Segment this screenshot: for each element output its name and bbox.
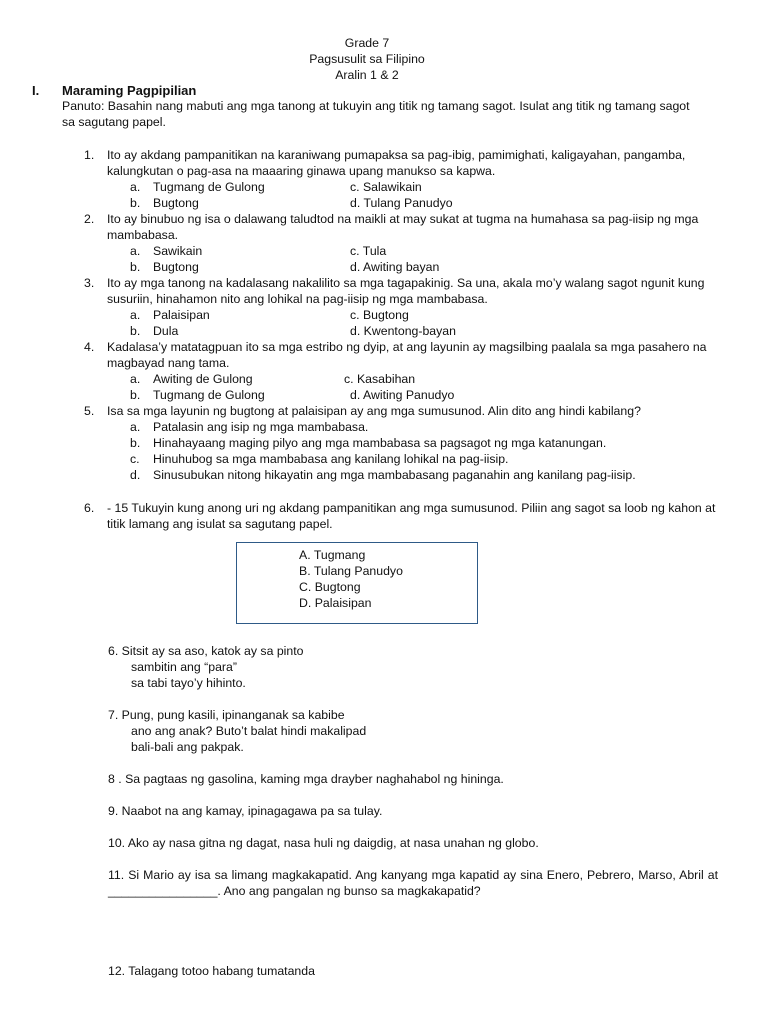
option-c: c. Bugtong — [350, 308, 409, 322]
question-5-options — [84, 419, 724, 483]
option-a: a. Awiting de Gulong — [130, 372, 253, 386]
grade-label: Grade 7 — [344, 36, 390, 50]
section-title: Maraming Pagpipilian — [62, 83, 197, 98]
option-b: b. Bugtong — [130, 260, 199, 274]
question-number: 6. — [84, 501, 95, 515]
choice-a: A. Tugmang — [299, 548, 366, 562]
question-1-options — [84, 179, 724, 211]
exam-title: Pagsusulit sa Filipino — [309, 52, 425, 66]
option-d: d. Kwentong-bayan — [350, 324, 456, 338]
question-number: 3. — [84, 276, 95, 290]
question-number: 1. — [84, 148, 95, 162]
option-a: a. Sawikain — [130, 244, 203, 258]
item-11: 11. Si Mario ay isa sa limang magkakapatid. Ang kanyang mga kapatid ay sina Enero, Pebrero, Marso, Abril at ________________. Ano ang pangalan ng bunso sa magkakapatid? — [108, 868, 718, 898]
item-10: 10. Ako ay nasa gitna ng dagat, nasa huli ng daigdig, at nasa unahan ng globo. — [108, 836, 539, 850]
choice-b: B. Tulang Panudyo — [299, 564, 403, 578]
item-12: 12. Talagang totoo habang tumatanda — [108, 964, 315, 978]
question-number: 2. — [84, 212, 95, 226]
option-d: d. Awiting bayan — [350, 260, 440, 274]
item-7: 7. Pung, pung kasili, ipinanganak sa kabibe ano ang anak? Buto’t balat hindi makalipad bali-bali ang pakpak. — [108, 708, 367, 754]
question-1 — [84, 147, 724, 179]
question-5 — [84, 403, 724, 419]
question-text: Ito ay akdang pampanitikan na karaniwang pumapaksa sa pag-ibig, pamimighati, kaligayahan, pangamba, kalungkutan o pag-asa na maaaring ginawa upang manukso sa kapwa. — [107, 148, 686, 178]
section-number: I. — [32, 83, 40, 98]
option-b: b. Dula — [130, 324, 179, 338]
option-d: d. Sinusubukan nitong hikayatin ang mga mambabasang paganahin ang kanilang pag-iisip. — [130, 468, 636, 482]
option-c: c. Kasabihan — [344, 372, 416, 386]
choices-box — [236, 542, 478, 624]
option-d: d. Awiting Panudyo — [350, 388, 455, 402]
option-a: a. Patalasin ang isip ng mga mambabasa. — [130, 420, 369, 434]
question-4-options — [84, 371, 724, 403]
question-number: 4. — [84, 340, 95, 354]
option-c: c. Salawikain — [350, 180, 422, 194]
question-text: Isa sa mga layunin ng bugtong at palaisipan ay ang mga sumusunod. Alin dito ang hindi kabilang? — [107, 404, 641, 418]
item-6: 6. Sitsit ay sa aso, katok ay sa pinto sambitin ang “para” sa tabi tayo’y hihinto. — [108, 644, 304, 690]
question-3 — [84, 275, 724, 307]
exam-header — [0, 35, 734, 83]
option-c: c. Tula — [350, 244, 387, 258]
option-b: b. Bugtong — [130, 196, 199, 210]
question-text: Ito ay binubuo ng isa o dalawang taludtod na maikli at may sukat at tugma na humahasa sa pag-iisip ng mga mambabasa. — [107, 212, 699, 242]
choice-d: D. Palaisipan — [299, 596, 372, 610]
instructions: Panuto: Basahin nang mabuti ang mga tanong at tukuyin ang titik ng tamang sagot. Isulat ang titik ng tamang sagot sa sagutang papel. — [62, 99, 690, 129]
option-b: b. Hinahayaang maging pilyo ang mga mambabasa sa pagsagot ng mga katanungan. — [130, 436, 607, 450]
item-9: 9. Naabot na ang kamay, ipinagagawa pa sa tulay. — [108, 804, 383, 818]
section-heading — [32, 83, 196, 99]
question-4 — [84, 339, 724, 371]
option-a: a. Palaisipan — [130, 308, 210, 322]
option-c: c. Hinuhubog sa mga mambabasa ang kanilang lohikal na pag-iisip. — [130, 452, 509, 466]
question-text: Kadalasa’y matatagpuan ito sa mga estribo ng dyip, at ang layunin ay magsilbing paalala sa mga pasahero na magbayad nang tama. — [107, 340, 707, 370]
choice-c: C. Bugtong — [299, 580, 361, 594]
multiple-choice-list — [84, 147, 724, 483]
part-two-instructions — [84, 500, 724, 532]
option-b: b. Tugmang de Gulong — [130, 388, 265, 402]
option-a: a. Tugmang de Gulong — [130, 180, 265, 194]
question-3-options — [84, 307, 724, 339]
question-number: 5. — [84, 404, 95, 418]
item-8: 8 . Sa pagtaas ng gasolina, kaming mga drayber naghahabol ng hininga. — [108, 772, 504, 786]
question-2 — [84, 211, 724, 243]
question-2-options — [84, 243, 724, 275]
lesson-label: Aralin 1 & 2 — [335, 68, 399, 82]
part-two-text: - 15 Tukuyin kung anong uri ng akdang pampanitikan ang mga sumusunod. Piliin ang sagot sa loob ng kahon at titik lamang ang isulat sa sagutang papel. — [107, 501, 716, 531]
question-text: Ito ay mga tanong na kadalasang nakalilito sa mga tagapakinig. Sa una, akala mo’y walang sagot ngunit kung susuriin, hinahamon nito ang lohikal na pag-iisip ng mga mambabasa. — [107, 276, 705, 306]
option-d: d. Tulang Panudyo — [350, 196, 453, 210]
